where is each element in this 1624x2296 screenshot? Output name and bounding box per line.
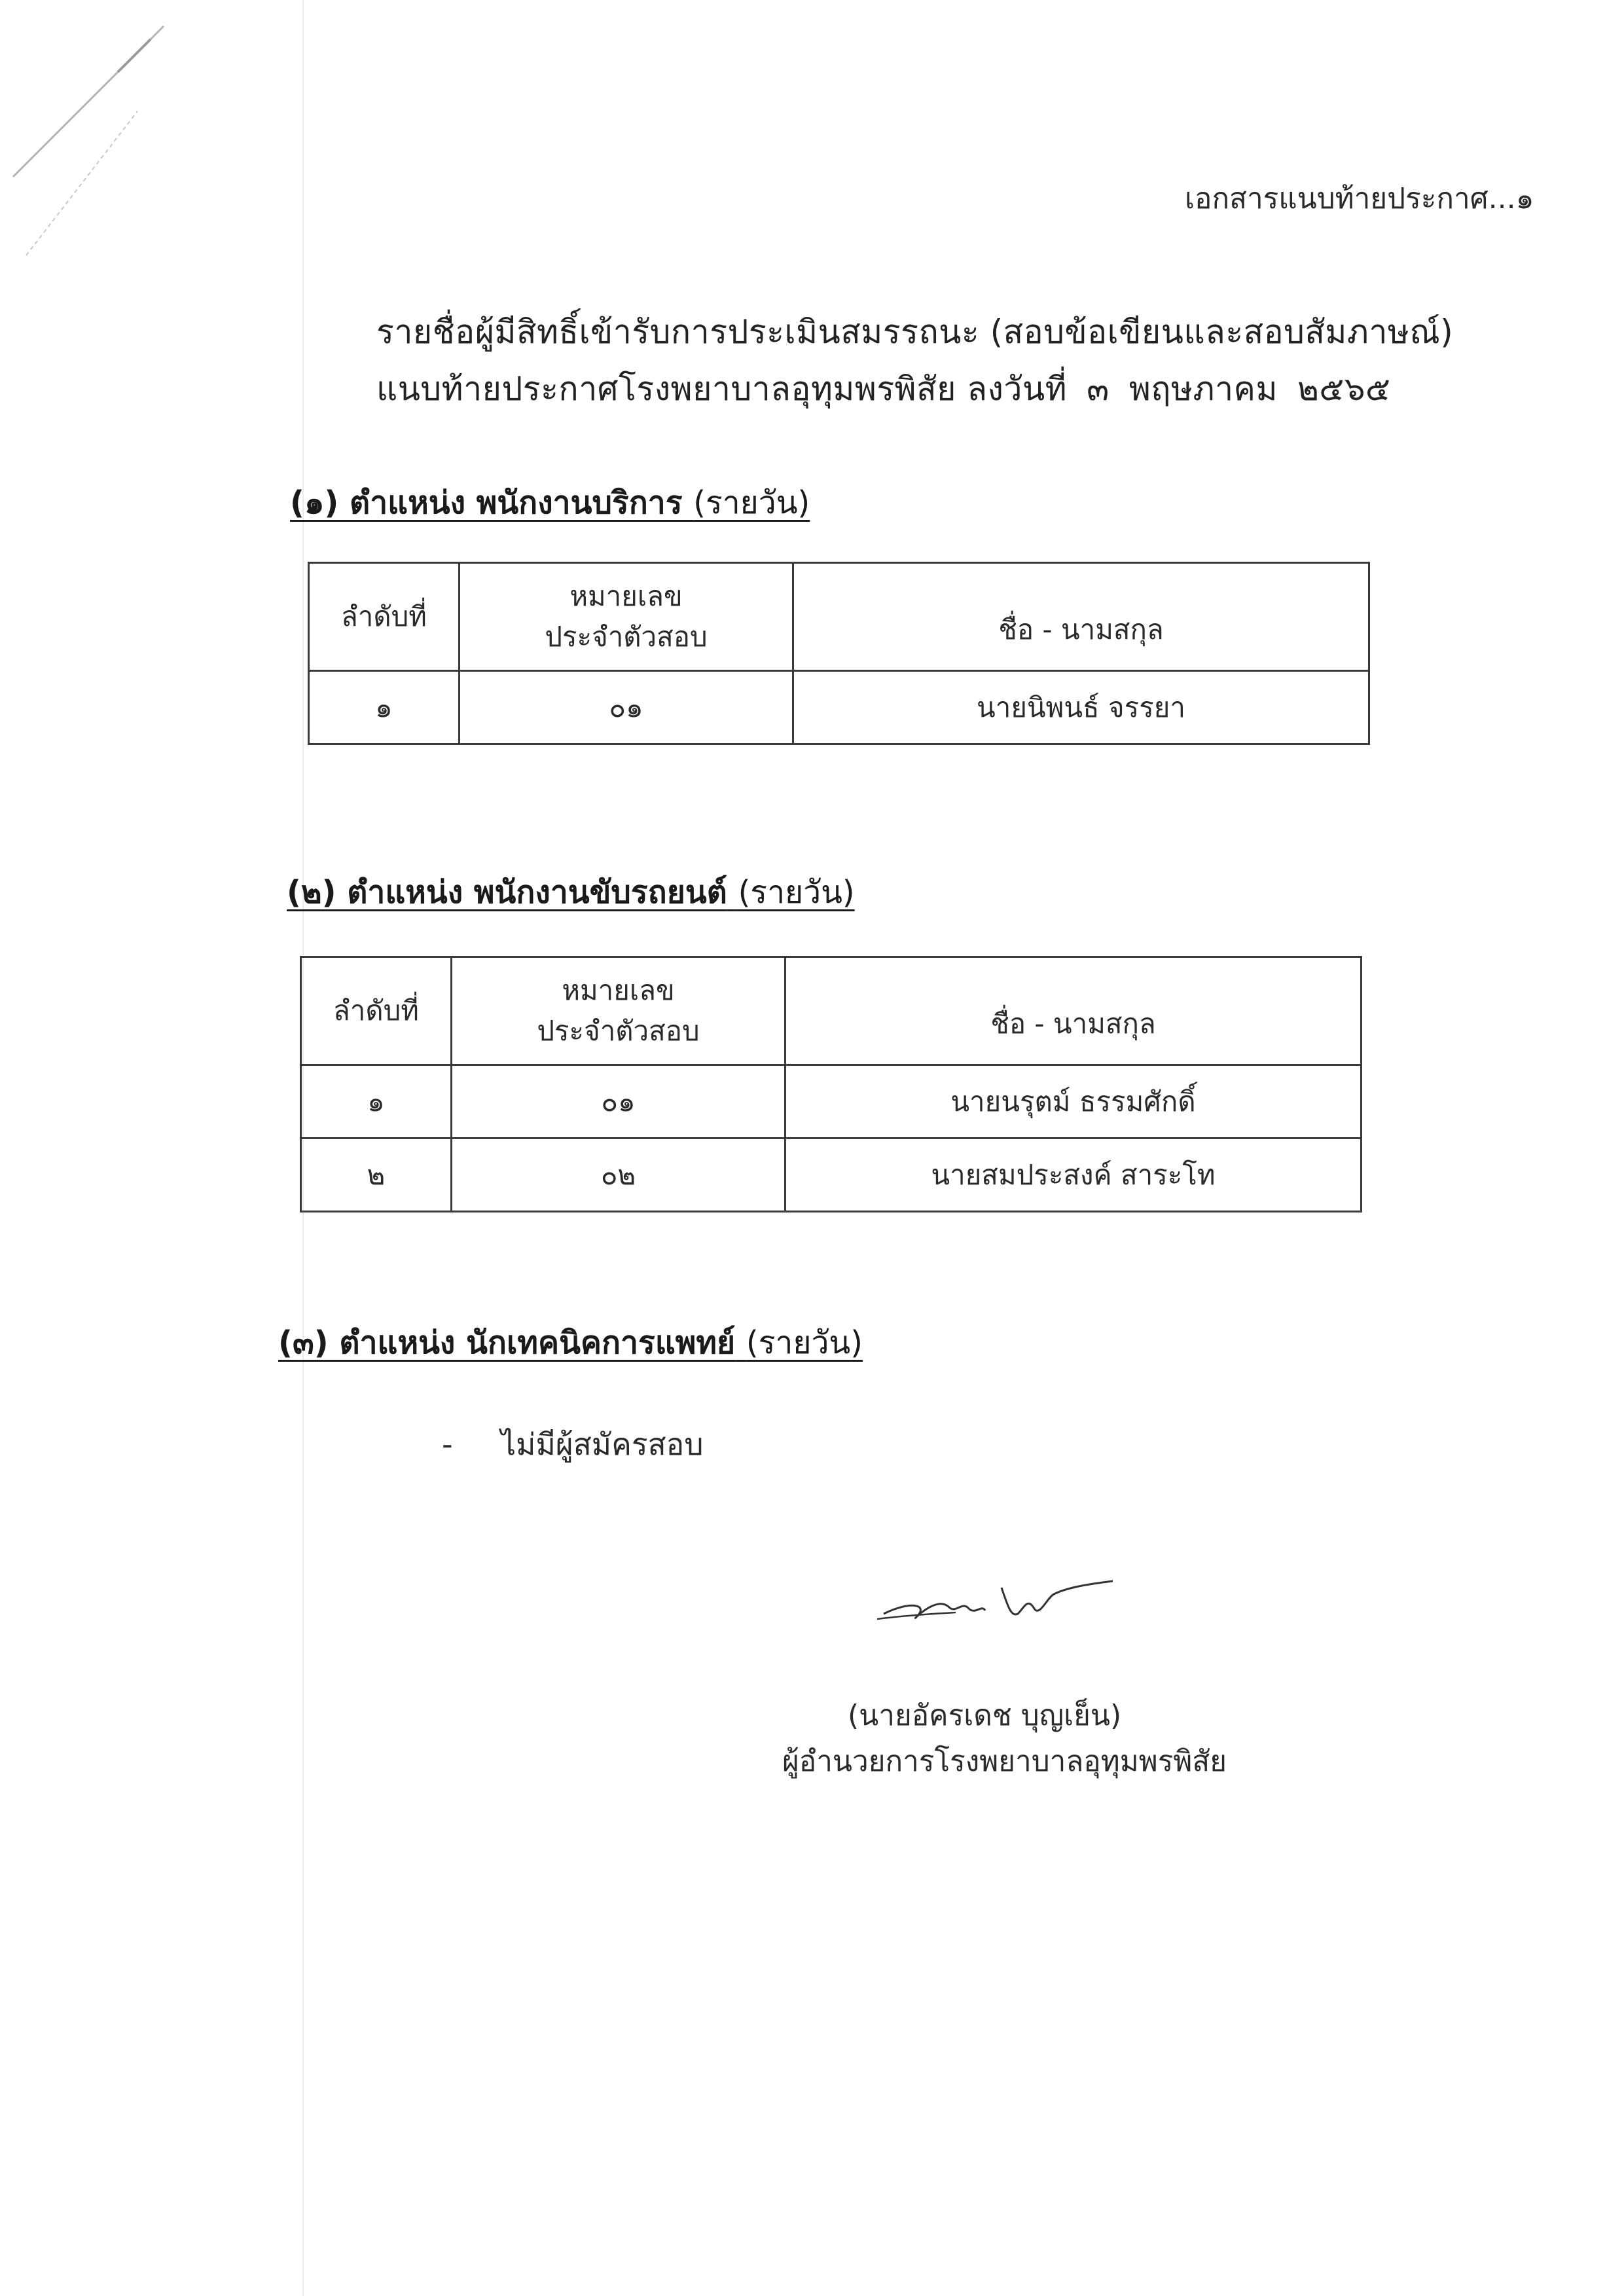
cell-exam-id: ๐๒ bbox=[452, 1139, 785, 1212]
subtitle-prefix: แนบท้ายประกาศโรงพยาบาลอุทุมพรพิสัย ลงวันที่ bbox=[376, 370, 1068, 408]
subtitle-month: พฤษภาคม bbox=[1128, 370, 1278, 408]
cell-exam-id: ๐๑ bbox=[460, 671, 793, 744]
cell-name: นายนรุตม์ ธรรมศักดิ์ bbox=[785, 1065, 1362, 1139]
table-header-row bbox=[301, 957, 1362, 1065]
cell-exam-id: ๐๑ bbox=[452, 1065, 785, 1139]
column-header-name: ชื่อ - นามสกุล bbox=[785, 957, 1362, 1065]
column-header-exam-id bbox=[452, 957, 785, 1065]
bullet-dash: - bbox=[442, 1427, 453, 1462]
column-header-exam-id bbox=[460, 563, 793, 671]
section-heading-text: (๓) ตำแหน่ง นักเทคนิคการแพทย์ bbox=[278, 1324, 736, 1361]
section-heading-driver bbox=[287, 867, 855, 917]
column-header-order: ลำดับที่ bbox=[301, 957, 452, 1065]
section-daily-label: (รายวัน) bbox=[746, 1324, 863, 1361]
scan-artifact bbox=[0, 0, 196, 275]
column-header-exam-id-line1: หมายเลข bbox=[569, 580, 683, 612]
section-daily-label: (รายวัน) bbox=[738, 874, 855, 911]
no-applicants-text: ไม่มีผู้สมัครสอบ bbox=[501, 1427, 704, 1462]
attachment-reference: เอกสารแนบท้ายประกาศ...๑ bbox=[1185, 182, 1534, 215]
column-header-exam-id-line1: หมายเลข bbox=[562, 974, 675, 1006]
column-header-name: ชื่อ - นามสกุล bbox=[793, 563, 1369, 671]
cell-name: นายสมประสงค์ สาระโท bbox=[785, 1139, 1362, 1212]
no-applicants-note bbox=[442, 1421, 704, 1468]
candidate-table-driver bbox=[300, 956, 1362, 1212]
cell-name: นายนิพนธ์ จรรยา bbox=[793, 671, 1369, 744]
section-heading-medical-technologist bbox=[278, 1318, 863, 1368]
table-header-row bbox=[309, 563, 1369, 671]
column-header-exam-id-line2: ประจำตัวสอบ bbox=[537, 1015, 700, 1047]
handwritten-signature bbox=[871, 1568, 1119, 1640]
document-subtitle bbox=[376, 363, 1390, 415]
table-row bbox=[309, 671, 1369, 744]
signer-title: ผู้อำนวยการโรงพยาบาลอุทุมพรพิสัย bbox=[782, 1745, 1227, 1778]
document-title: รายชื่อผู้มีสิทธิ์เข้ารับการประเมินสมรรถนะ (สอบข้อเขียนและสอบสัมภาษณ์) bbox=[376, 313, 1454, 351]
subtitle-year: ๒๕๖๕ bbox=[1297, 370, 1391, 408]
cell-order: ๑ bbox=[309, 671, 460, 744]
table-row bbox=[301, 1139, 1362, 1212]
cell-order: ๑ bbox=[301, 1065, 452, 1139]
section-heading-text: (๒) ตำแหน่ง พนักงานขับรถยนต์ bbox=[287, 874, 727, 911]
table-row bbox=[301, 1065, 1362, 1139]
cell-order: ๒ bbox=[301, 1139, 452, 1212]
column-header-exam-id-line2: ประจำตัวสอบ bbox=[545, 621, 708, 653]
subtitle-day: ๓ bbox=[1087, 370, 1110, 408]
column-header-order: ลำดับที่ bbox=[309, 563, 460, 671]
candidate-table-service-staff bbox=[308, 562, 1370, 745]
section-daily-label: (รายวัน) bbox=[693, 484, 810, 521]
signer-name: (นายอัครเดช บุญเย็น) bbox=[848, 1699, 1122, 1732]
section-heading-text: (๑) ตำแหน่ง พนักงานบริการ bbox=[290, 484, 683, 521]
section-heading-service-staff bbox=[290, 478, 810, 528]
